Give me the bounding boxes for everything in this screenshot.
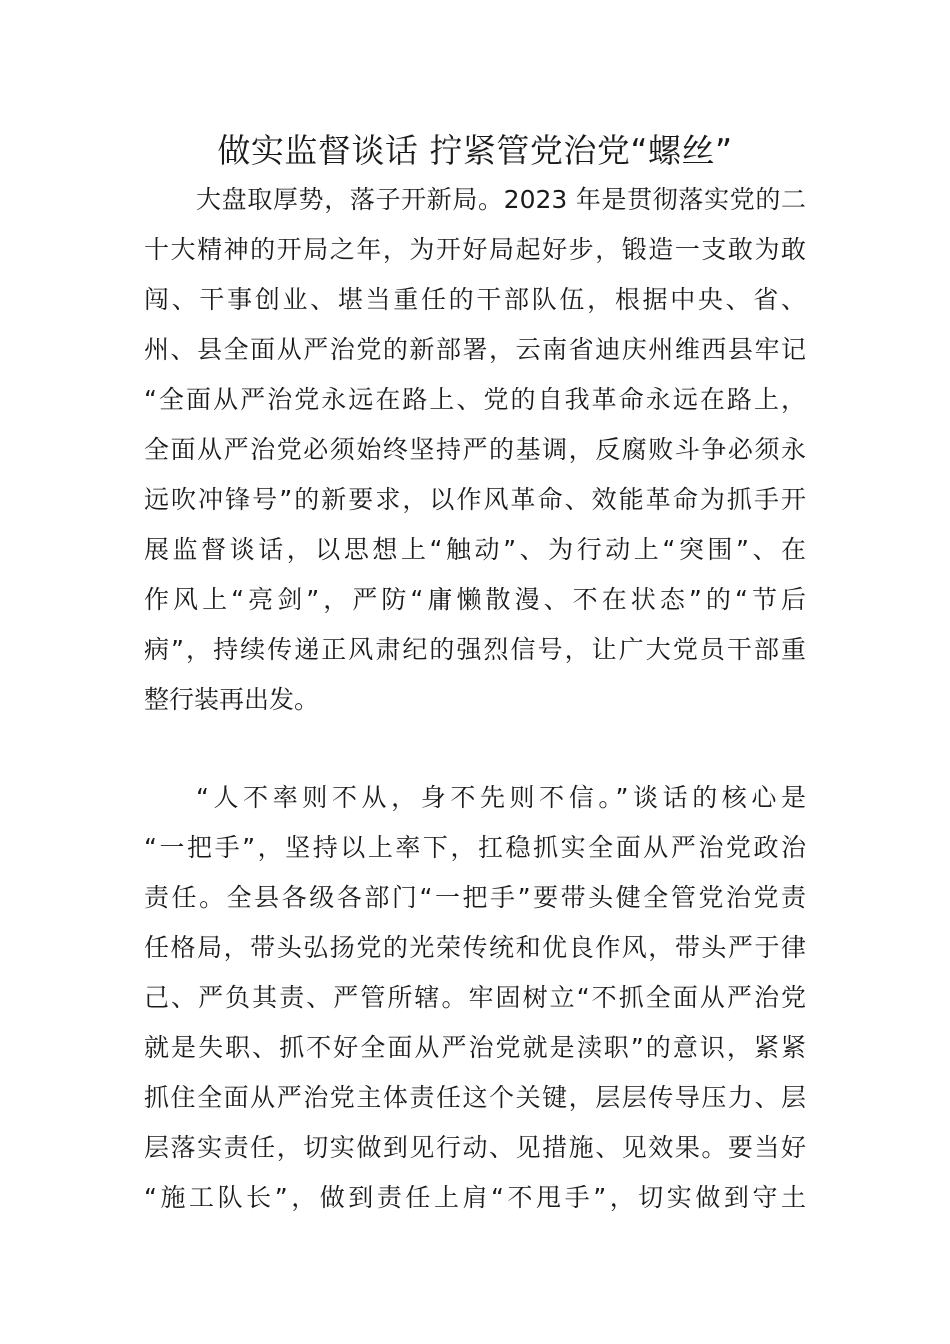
document-title: 做实监督谈话 拧紧管党治党“螺丝” [217,131,733,170]
paragraph-2 [144,773,806,1223]
paragraph-line: 任格局，带头弘扬党的光荣传统和优良作风，带头严于律 [144,933,806,962]
paragraph-line: 病”，持续传递正风肃纪的强烈信号，让广大党员干部重 [144,635,806,664]
paragraph-line: 全面从严治党必须始终坚持严的基调，反腐败斗争必须永 [144,435,806,464]
paragraph-line: “施工队长”，做到责任上肩“不甩手”，切实做到守土 [144,1183,806,1212]
paragraph-line: “全面从严治党永远在路上、党的自我革命永远在路上， [144,385,806,414]
paragraph-line: 作风上“亮剑”，严防“庸懒散漫、不在状态”的“节后 [144,585,806,614]
paragraph-line: 整行装再出发。 [144,685,320,714]
paragraph-line: 州、县全面从严治党的新部署，云南省迪庆州维西县牢记 [144,335,806,364]
paragraph-line: 己、严负其责、严管所辖。牢固树立“不抓全面从严治党 [144,983,806,1012]
paragraph-line: 闯、干事创业、堪当重任的干部队伍，根据中央、省、 [144,285,806,314]
paragraph-line: 就是失职、抓不好全面从严治党就是渎职”的意识，紧紧 [144,1033,806,1062]
paragraph-line: 远吹冲锋号”的新要求，以作风革命、效能革命为抓手开 [144,485,806,514]
paragraph-1 [144,175,806,725]
paragraph-line: 层落实责任，切实做到见行动、见措施、见效果。要当好 [144,1133,806,1162]
paragraph-line: “一把手”，坚持以上率下，扛稳抓实全面从严治党政治 [144,833,806,862]
paragraph-line: “人不率则不从，身不先则不信。”谈话的核心是 [196,783,806,812]
paragraph-line: 展监督谈话，以思想上“触动”、为行动上“突围”、在 [144,535,806,564]
paragraph-line: 大盘取厚势，落子开新局。2023 年是贯彻落实党的二 [196,185,806,214]
paragraph-line: 十大精神的开局之年，为开好局起好步，锻造一支敢为敢 [144,235,806,264]
paragraph-line: 责任。全县各级各部门“一把手”要带头健全管党治党责 [144,883,806,912]
paragraph-line: 抓住全面从严治党主体责任这个关键，层层传导压力、层 [144,1083,806,1112]
